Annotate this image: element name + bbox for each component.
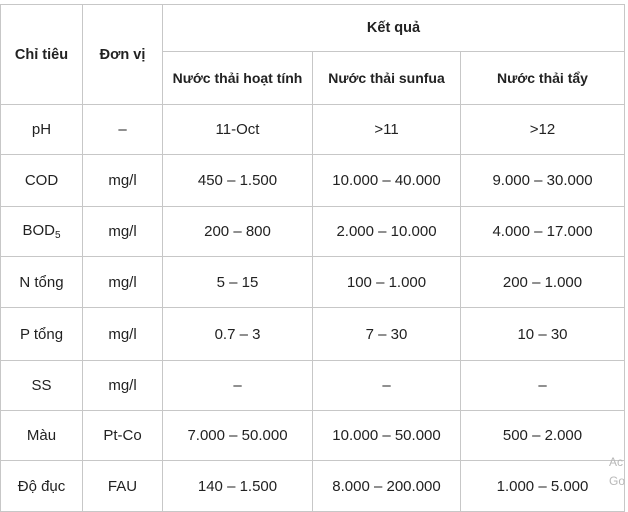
unit-cell: –: [83, 105, 163, 155]
header-unit: Đơn vị: [83, 5, 163, 105]
unit-cell: mg/l: [83, 207, 163, 257]
table-row: [1, 207, 625, 257]
indicator-cell: P tổng: [1, 308, 83, 361]
value-cell: 9.000 – 30.000: [461, 155, 625, 207]
value-cell: 10.000 – 40.000: [313, 155, 461, 207]
watermark-line-1: Ac: [609, 455, 624, 469]
value-cell: 1.000 – 5.000: [461, 461, 625, 512]
indicator-text: BOD: [22, 222, 55, 239]
indicator-cell: Độ đục: [1, 461, 83, 512]
value-cell: –: [461, 361, 625, 411]
table-row: [1, 361, 625, 411]
value-cell: >11: [313, 105, 461, 155]
header-indicator: Chỉ tiêu: [1, 5, 83, 105]
indicator-cell: SS: [1, 361, 83, 411]
indicator-cell: COD: [1, 155, 83, 207]
indicator-cell: N tổng: [1, 257, 83, 308]
header-bleach-wastewater: Nước thải tẩy: [461, 52, 625, 105]
header-result: Kết quả: [163, 5, 625, 52]
header-activated-wastewater: Nước thải hoạt tính: [163, 52, 313, 105]
unit-cell: mg/l: [83, 155, 163, 207]
indicator-cell: [1, 207, 83, 257]
table-row: [1, 257, 625, 308]
value-cell: 10 – 30: [461, 308, 625, 361]
unit-cell: mg/l: [83, 361, 163, 411]
table-row: [1, 155, 625, 207]
unit-cell: mg/l: [83, 308, 163, 361]
indicator-subscript: 5: [54, 230, 61, 241]
table-row: [1, 461, 625, 512]
table-row: [1, 105, 625, 155]
value-cell: –: [313, 361, 461, 411]
value-cell: 8.000 – 200.000: [313, 461, 461, 512]
unit-cell: FAU: [83, 461, 163, 512]
table-row: [1, 411, 625, 461]
unit-cell: mg/l: [83, 257, 163, 308]
value-cell: 4.000 – 17.000: [461, 207, 625, 257]
table-row: [1, 308, 625, 361]
value-cell: 0.7 – 3: [163, 308, 313, 361]
value-cell: 500 – 2.000: [461, 411, 625, 461]
header-sulfide-wastewater: Nước thải sunfua: [313, 52, 461, 105]
value-cell: 200 – 1.000: [461, 257, 625, 308]
value-cell: 200 – 800: [163, 207, 313, 257]
value-cell: –: [163, 361, 313, 411]
value-cell: 7 – 30: [313, 308, 461, 361]
value-cell: 5 – 15: [163, 257, 313, 308]
indicator-cell: pH: [1, 105, 83, 155]
indicator-cell: Màu: [1, 411, 83, 461]
value-cell: 450 – 1.500: [163, 155, 313, 207]
value-cell: >12: [461, 105, 625, 155]
value-cell: 10.000 – 50.000: [313, 411, 461, 461]
value-cell: 11-Oct: [163, 105, 313, 155]
value-cell: 140 – 1.500: [163, 461, 313, 512]
water-quality-table: [0, 4, 625, 512]
watermark-line-2: Go: [609, 474, 626, 488]
unit-cell: Pt-Co: [83, 411, 163, 461]
value-cell: 7.000 – 50.000: [163, 411, 313, 461]
value-cell: 2.000 – 10.000: [313, 207, 461, 257]
value-cell: 100 – 1.000: [313, 257, 461, 308]
